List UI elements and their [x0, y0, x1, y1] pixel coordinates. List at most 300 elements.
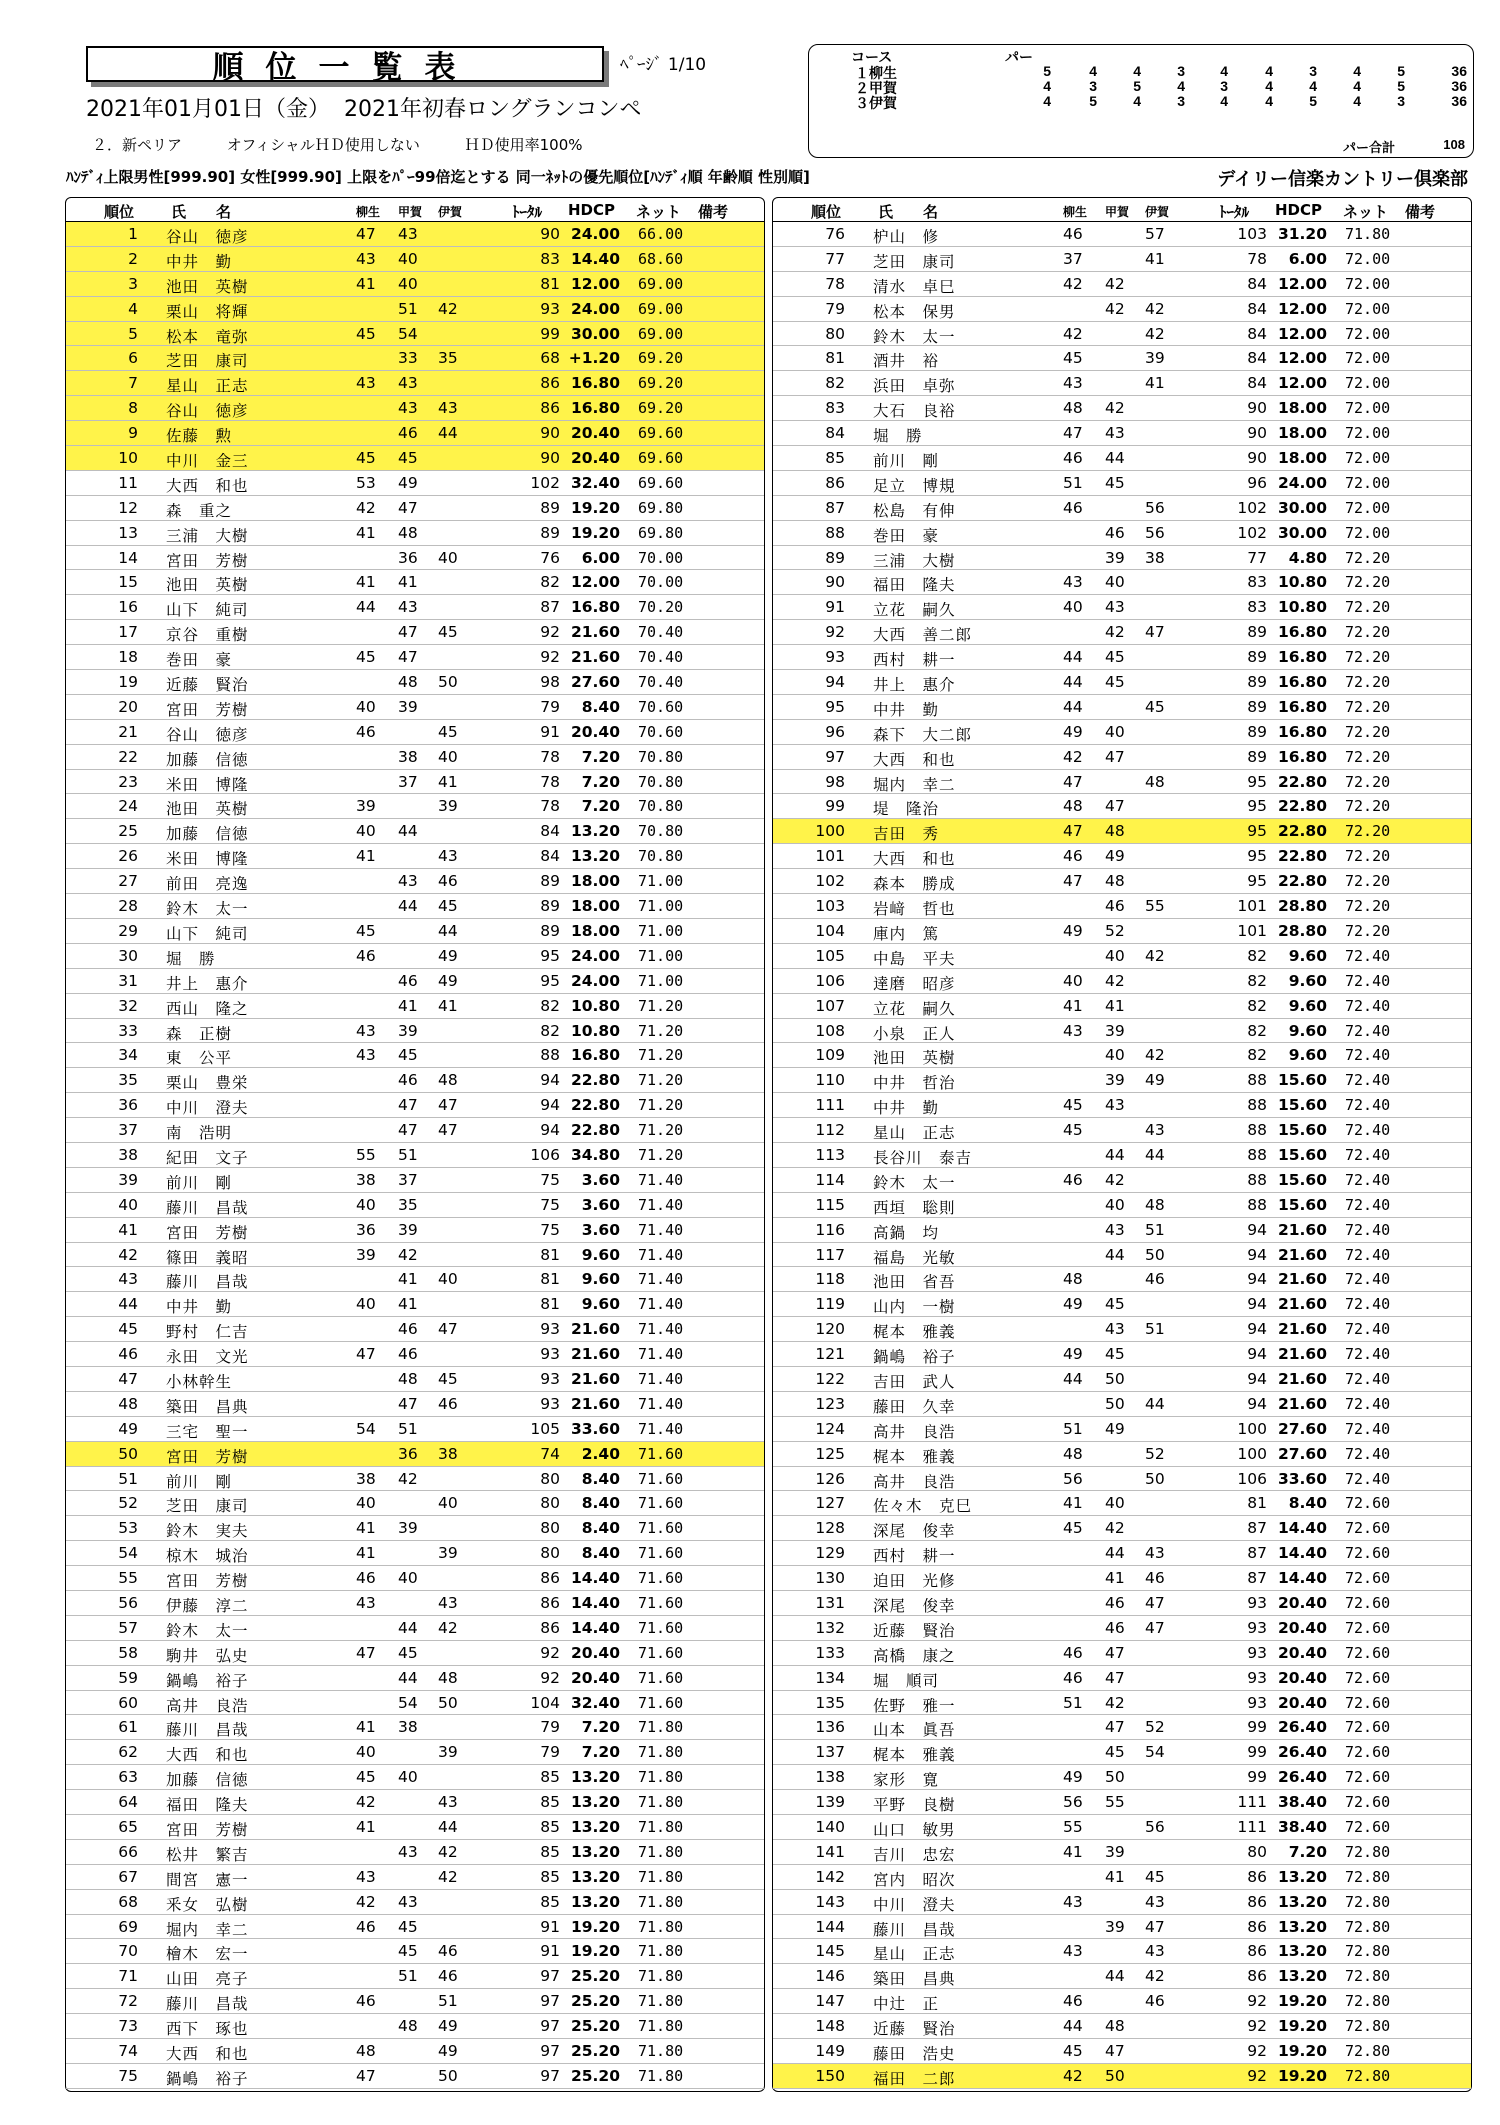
score-course-2: 47 — [398, 648, 418, 667]
score-course-1: 49 — [1063, 921, 1083, 940]
total-cell: 106 — [530, 1145, 560, 1164]
rank-cell: 133 — [815, 1643, 845, 1662]
score-course-3: 42 — [438, 299, 458, 318]
name-cell: 迫田 光修 — [873, 1572, 956, 1591]
score-course-2: 46 — [398, 971, 418, 990]
hole-par: 3 — [1220, 78, 1228, 94]
table-header — [773, 198, 1471, 222]
hdcp-cell: 30.00 — [1277, 523, 1327, 542]
hdcp-cell: 27.60 — [1277, 1444, 1327, 1463]
table-row — [773, 1616, 1471, 1641]
score-course-3: 45 — [1145, 1867, 1165, 1886]
net-cell: 71.60 — [638, 1469, 684, 1488]
rank-cell: 140 — [815, 1818, 845, 1836]
table-row — [773, 1267, 1471, 1292]
rank-cell: 30 — [118, 946, 138, 965]
score-course-2: 45 — [1105, 1295, 1125, 1314]
total-cell: 84 — [540, 822, 560, 841]
net-cell: 71.80 — [638, 2042, 684, 2061]
name-cell: 西下 琢也 — [166, 2020, 249, 2039]
name-cell: 藤川 昌哉 — [873, 1920, 956, 1939]
name-cell: 松井 繁吉 — [166, 1845, 249, 1864]
net-cell: 72.40 — [1345, 1295, 1391, 1314]
total-cell: 82 — [1247, 1046, 1267, 1065]
net-cell: 71.80 — [638, 1842, 684, 1861]
score-course-3: 42 — [1145, 1046, 1165, 1065]
total-cell: 94 — [1247, 1345, 1267, 1364]
net-cell: 71.00 — [638, 946, 684, 965]
score-course-1: 49 — [1063, 1768, 1083, 1787]
name-cell: 中井 勤 — [873, 1099, 940, 1118]
rank-cell: 25 — [118, 822, 138, 841]
hdcp-cell: 12.00 — [1277, 324, 1327, 343]
name-cell: 大石 良裕 — [873, 402, 956, 421]
total-cell: 90 — [1247, 449, 1267, 468]
net-cell: 72.60 — [1345, 1768, 1391, 1787]
rank-cell: 124 — [815, 1419, 845, 1438]
total-cell: 85 — [540, 1818, 560, 1836]
hdcp-cell: 9.60 — [1288, 1021, 1327, 1040]
total-cell: 89 — [1247, 648, 1267, 667]
net-cell: 71.40 — [638, 1419, 684, 1438]
rank-cell: 147 — [815, 1992, 845, 2011]
score-course-2: 40 — [398, 1768, 418, 1787]
rank-cell: 101 — [815, 847, 845, 866]
hdcp-cell: 24.00 — [570, 225, 620, 243]
score-course-3: 48 — [438, 1071, 458, 1090]
table-row — [66, 1666, 764, 1691]
score-course-1: 40 — [1063, 971, 1083, 990]
hdcp-cell: 9.60 — [1288, 946, 1327, 965]
score-course-1: 46 — [356, 1917, 376, 1936]
total-cell: 78 — [540, 772, 560, 791]
table-row — [773, 1068, 1471, 1093]
score-course-1: 40 — [1063, 598, 1083, 617]
rank-cell: 43 — [118, 1270, 138, 1289]
hdcp-cell: 21.60 — [1277, 1345, 1327, 1364]
rank-cell: 19 — [118, 673, 138, 692]
total-cell: 92 — [1247, 2042, 1267, 2061]
score-course-3: 51 — [1145, 1220, 1165, 1239]
header-net: ネット — [636, 203, 682, 221]
total-cell: 89 — [1247, 697, 1267, 716]
table-row — [66, 2014, 764, 2039]
score-course-1: 41 — [356, 847, 376, 866]
rank-cell: 78 — [825, 274, 845, 293]
name-cell: 大西 和也 — [166, 1746, 249, 1765]
net-cell: 71.80 — [638, 1892, 684, 1911]
total-cell: 99 — [1247, 1718, 1267, 1737]
table-row-highlighted — [66, 222, 764, 247]
score-course-1: 45 — [356, 449, 376, 468]
total-cell: 88 — [1247, 1170, 1267, 1189]
total-cell: 89 — [1247, 747, 1267, 766]
net-cell: 69.60 — [638, 473, 684, 492]
rank-cell: 129 — [815, 1544, 845, 1563]
rank-cell: 145 — [815, 1942, 845, 1961]
hdcp-cell: 13.20 — [1277, 1967, 1327, 1986]
header-course-2: 甲賀 — [1105, 205, 1130, 219]
score-course-3: 42 — [1145, 299, 1165, 318]
name-cell: 山田 亮子 — [166, 1970, 249, 1989]
table-row — [773, 421, 1471, 446]
table-row — [66, 1740, 764, 1765]
score-course-3: 46 — [438, 1942, 458, 1961]
hdcp-cell: 16.80 — [1277, 722, 1327, 741]
name-cell: 福島 光敏 — [873, 1248, 956, 1267]
rank-cell: 84 — [825, 424, 845, 443]
total-cell: 80 — [540, 1494, 560, 1513]
score-course-1: 47 — [356, 1345, 376, 1364]
name-cell: 野村 仁吉 — [166, 1323, 249, 1342]
rank-cell: 56 — [118, 1593, 138, 1612]
name-cell: 堀 順司 — [873, 1671, 940, 1690]
hdcp-cell: 8.40 — [1288, 1494, 1327, 1513]
score-course-1: 49 — [1063, 1295, 1083, 1314]
score-course-1: 42 — [1063, 747, 1083, 766]
net-cell: 70.60 — [638, 722, 684, 741]
course-row — [809, 93, 1473, 109]
score-course-2: 44 — [398, 897, 418, 916]
net-cell: 71.20 — [638, 996, 684, 1015]
hdcp-cell: 10.80 — [1277, 598, 1327, 617]
net-cell: 72.60 — [1345, 1818, 1391, 1836]
score-course-1: 40 — [356, 1494, 376, 1513]
table-row — [66, 1417, 764, 1442]
table-row — [66, 1890, 764, 1915]
net-cell: 72.40 — [1345, 1369, 1391, 1388]
rank-cell: 111 — [815, 1096, 845, 1115]
hdcp-cell: 18.00 — [570, 921, 620, 940]
total-cell: 87 — [1247, 1544, 1267, 1563]
hdcp-cell: 14.40 — [570, 1569, 620, 1588]
rank-cell: 149 — [815, 2042, 845, 2061]
name-cell: 高橋 康之 — [873, 1646, 956, 1665]
total-cell: 86 — [1247, 1942, 1267, 1961]
name-cell: 鈴木 太一 — [873, 327, 956, 346]
net-cell: 71.80 — [638, 1917, 684, 1936]
total-cell: 84 — [1247, 299, 1267, 318]
rank-cell: 29 — [118, 921, 138, 940]
header-total: ﾄｰﾀﾙ — [1219, 203, 1250, 221]
hdcp-cell: 16.80 — [570, 598, 620, 617]
total-cell: 86 — [1247, 1917, 1267, 1936]
hdcp-cell: 22.80 — [1277, 872, 1327, 891]
name-cell: 三浦 大樹 — [873, 551, 956, 570]
score-course-2: 49 — [1105, 1419, 1125, 1438]
name-cell: 前川 剛 — [166, 1472, 233, 1491]
hole-par: 5 — [1133, 78, 1141, 94]
table-row — [66, 1043, 764, 1068]
total-cell: 90 — [540, 225, 560, 243]
table-row — [773, 1417, 1471, 1442]
course-row — [809, 63, 1473, 79]
rank-cell: 18 — [118, 648, 138, 667]
rank-cell: 127 — [815, 1494, 845, 1513]
table-row — [773, 1666, 1471, 1691]
net-cell: 72.00 — [1345, 249, 1391, 268]
total-cell: 78 — [540, 797, 560, 816]
table-row — [66, 1467, 764, 1492]
table-body — [66, 222, 764, 2089]
name-cell: 加藤 信徳 — [166, 750, 249, 769]
hdcp-cell: 21.60 — [570, 1394, 620, 1413]
rank-cell: 126 — [815, 1469, 845, 1488]
rank-cell: 98 — [825, 772, 845, 791]
hdcp-cell: 16.80 — [1277, 648, 1327, 667]
table-row — [66, 1989, 764, 2014]
score-course-1: 41 — [356, 1519, 376, 1538]
score-course-3: 40 — [438, 1270, 458, 1289]
score-course-3: 42 — [438, 1618, 458, 1637]
net-cell: 71.00 — [638, 872, 684, 891]
score-course-2: 43 — [398, 1892, 418, 1911]
rank-cell: 134 — [815, 1668, 845, 1687]
score-course-3: 39 — [438, 797, 458, 816]
score-course-2: 48 — [398, 1369, 418, 1388]
table-row — [66, 496, 764, 521]
score-course-1: 43 — [1063, 1892, 1083, 1911]
total-cell: 94 — [1247, 1369, 1267, 1388]
total-cell: 88 — [540, 1046, 560, 1065]
hdcp-cell: 15.60 — [1277, 1071, 1327, 1090]
rank-cell: 50 — [118, 1444, 138, 1463]
score-course-2: 48 — [1105, 872, 1125, 891]
score-course-1: 41 — [356, 274, 376, 293]
net-cell: 71.60 — [638, 1693, 684, 1712]
score-course-2: 44 — [398, 1618, 418, 1637]
name-cell: 堀 勝 — [873, 427, 923, 446]
hdcp-cell: 14.40 — [1277, 1519, 1327, 1538]
hdcp-cell: 19.20 — [1277, 2066, 1327, 2085]
net-cell: 69.80 — [638, 498, 684, 517]
table-row — [773, 272, 1471, 297]
header-rank: 順位 — [811, 203, 842, 221]
hdcp-cell: 16.80 — [1277, 623, 1327, 642]
score-course-3: 47 — [1145, 1917, 1165, 1936]
method-line — [92, 134, 623, 155]
score-course-1: 47 — [356, 225, 376, 243]
hdcp-cell: 20.40 — [570, 1668, 620, 1687]
table-row — [66, 1093, 764, 1118]
name-cell: 星山 正志 — [166, 377, 249, 396]
name-cell: 星山 正志 — [873, 1124, 956, 1143]
net-cell: 69.60 — [638, 424, 684, 443]
rank-cell: 65 — [118, 1818, 138, 1836]
score-course-3: 39 — [438, 1544, 458, 1563]
hdcp-cell: 18.00 — [570, 872, 620, 891]
course-total: 36 — [1451, 93, 1467, 109]
rank-cell: 131 — [815, 1593, 845, 1612]
net-cell: 72.60 — [1345, 1569, 1391, 1588]
hdcp-cell: 20.40 — [570, 424, 620, 443]
table-row — [773, 1939, 1471, 1964]
net-cell: 72.20 — [1345, 573, 1391, 592]
net-cell: 72.40 — [1345, 1071, 1391, 1090]
table-row — [66, 1516, 764, 1541]
hdcp-cell: 21.60 — [1277, 1270, 1327, 1289]
name-cell: 西村 耕一 — [873, 651, 956, 670]
score-course-2: 47 — [398, 623, 418, 642]
total-cell: 82 — [540, 573, 560, 592]
net-cell: 71.40 — [638, 1345, 684, 1364]
score-course-2: 49 — [398, 473, 418, 492]
table-row — [66, 2064, 764, 2089]
name-cell: 南 浩明 — [166, 1124, 233, 1143]
name-cell: 池田 英樹 — [166, 576, 249, 595]
table-row — [66, 1915, 764, 1940]
rank-cell: 105 — [815, 946, 845, 965]
total-cell: 92 — [540, 648, 560, 667]
total-cell: 93 — [1247, 1593, 1267, 1612]
hole-par: 3 — [1397, 93, 1405, 109]
table-row — [773, 1317, 1471, 1342]
rank-cell: 88 — [825, 523, 845, 542]
name-cell: 鍋嶋 裕子 — [873, 1348, 956, 1367]
table-row — [773, 1292, 1471, 1317]
hdcp-cell: 20.40 — [570, 722, 620, 741]
hdcp-cell: 10.80 — [570, 996, 620, 1015]
name-cell: 巻田 豪 — [166, 651, 233, 670]
table-row — [66, 894, 764, 919]
score-course-3: 41 — [438, 772, 458, 791]
hole-par: 4 — [1220, 63, 1228, 79]
total-cell: 111 — [1237, 1818, 1267, 1836]
score-course-2: 47 — [398, 1096, 418, 1115]
total-cell: 99 — [540, 324, 560, 343]
net-cell: 72.80 — [1345, 1917, 1391, 1936]
net-cell: 71.60 — [638, 1444, 684, 1463]
total-cell: 92 — [1247, 2066, 1267, 2085]
table-row — [773, 720, 1471, 745]
score-course-1: 48 — [1063, 1444, 1083, 1463]
score-course-2: 45 — [1105, 1743, 1125, 1762]
net-cell: 72.40 — [1345, 1320, 1391, 1339]
total-cell: 99 — [1247, 1768, 1267, 1787]
score-course-2: 46 — [1105, 1593, 1125, 1612]
hdcp-cell: 16.80 — [570, 1046, 620, 1065]
rank-cell: 40 — [118, 1195, 138, 1214]
hdcp-cell: 18.00 — [1277, 424, 1327, 443]
hole-par: 3 — [1089, 78, 1097, 94]
score-course-1: 43 — [356, 1593, 376, 1612]
table-row — [66, 1541, 764, 1566]
total-cell: 94 — [1247, 1394, 1267, 1413]
score-course-2: 42 — [1105, 1519, 1125, 1538]
net-cell: 71.60 — [638, 1643, 684, 1662]
name-cell: 鍋嶋 裕子 — [166, 2069, 249, 2088]
rank-cell: 125 — [815, 1444, 845, 1463]
score-course-1: 44 — [1063, 2017, 1083, 2036]
total-cell: 78 — [540, 747, 560, 766]
hdcp-cell: 4.80 — [1288, 548, 1327, 567]
hdcp-cell: 13.20 — [570, 1793, 620, 1812]
total-cell: 91 — [540, 1917, 560, 1936]
name-cell: 中井 勤 — [873, 700, 940, 719]
table-row — [66, 695, 764, 720]
rank-cell: 96 — [825, 722, 845, 741]
hole-par: 4 — [1265, 78, 1273, 94]
table-row — [66, 1566, 764, 1591]
event-line — [86, 92, 642, 123]
hdcp-cell: 24.00 — [570, 971, 620, 990]
score-course-1: 45 — [356, 921, 376, 940]
net-cell: 70.00 — [638, 573, 684, 592]
net-cell: 71.20 — [638, 1121, 684, 1140]
net-cell: 71.40 — [638, 1394, 684, 1413]
table-row — [66, 1392, 764, 1417]
name-cell: 芝田 康司 — [166, 1497, 249, 1516]
score-course-2: 48 — [398, 673, 418, 692]
total-cell: 89 — [540, 523, 560, 542]
header-net: ネット — [1343, 203, 1389, 221]
score-course-1: 46 — [356, 946, 376, 965]
rank-cell: 31 — [118, 971, 138, 990]
score-course-2: 37 — [398, 772, 418, 791]
total-cell: 97 — [540, 2017, 560, 2036]
course-total: 36 — [1451, 63, 1467, 79]
score-course-3: 57 — [1145, 225, 1165, 243]
score-course-2: 54 — [398, 324, 418, 343]
rank-cell: 141 — [815, 1842, 845, 1861]
hdcp-cell: 13.20 — [570, 1818, 620, 1836]
score-course-1: 46 — [356, 1992, 376, 2011]
hdcp-cell: 21.60 — [1277, 1320, 1327, 1339]
score-course-1: 46 — [1063, 847, 1083, 866]
score-course-1: 55 — [1063, 1818, 1083, 1836]
rank-cell: 60 — [118, 1693, 138, 1712]
total-cell: 76 — [540, 548, 560, 567]
name-cell: 前川 剛 — [873, 452, 940, 471]
score-course-2: 40 — [1105, 722, 1125, 741]
net-cell: 72.20 — [1345, 921, 1391, 940]
rank-cell: 54 — [118, 1544, 138, 1563]
net-cell: 72.80 — [1345, 1992, 1391, 2011]
score-course-1: 41 — [1063, 996, 1083, 1015]
name-cell: 宮田 芳樹 — [166, 1447, 249, 1466]
table-row — [773, 222, 1471, 247]
score-course-1: 43 — [356, 374, 376, 393]
score-course-1: 44 — [1063, 697, 1083, 716]
name-cell: 鈴木 実夫 — [166, 1522, 249, 1541]
name-cell: 大西 和也 — [873, 750, 956, 769]
name-cell: 伊藤 淳二 — [166, 1596, 249, 1615]
net-cell: 72.40 — [1345, 1270, 1391, 1289]
name-cell: 高井 良浩 — [166, 1696, 249, 1715]
name-cell: 梶本 雅義 — [873, 1746, 956, 1765]
name-cell: 佐野 雅一 — [873, 1696, 956, 1715]
table-row — [66, 1765, 764, 1790]
score-course-3: 43 — [438, 399, 458, 418]
score-course-3: 52 — [1145, 1444, 1165, 1463]
rank-cell: 9 — [128, 424, 138, 443]
score-course-2: 47 — [398, 1394, 418, 1413]
net-cell: 72.20 — [1345, 897, 1391, 916]
net-cell: 71.00 — [638, 971, 684, 990]
hdcp-cell: 12.00 — [570, 573, 620, 592]
score-course-3: 44 — [438, 424, 458, 443]
score-course-1: 47 — [1063, 424, 1083, 443]
total-cell: 86 — [540, 1618, 560, 1637]
total-cell: 94 — [540, 1071, 560, 1090]
header-total: ﾄｰﾀﾙ — [512, 203, 543, 221]
hdcp-cell: 18.00 — [1277, 449, 1327, 468]
table-row — [773, 770, 1471, 795]
table-row — [773, 521, 1471, 546]
total-cell: 86 — [540, 399, 560, 418]
hdcp-cell: 25.20 — [570, 2042, 620, 2061]
net-cell: 72.00 — [1345, 274, 1391, 293]
